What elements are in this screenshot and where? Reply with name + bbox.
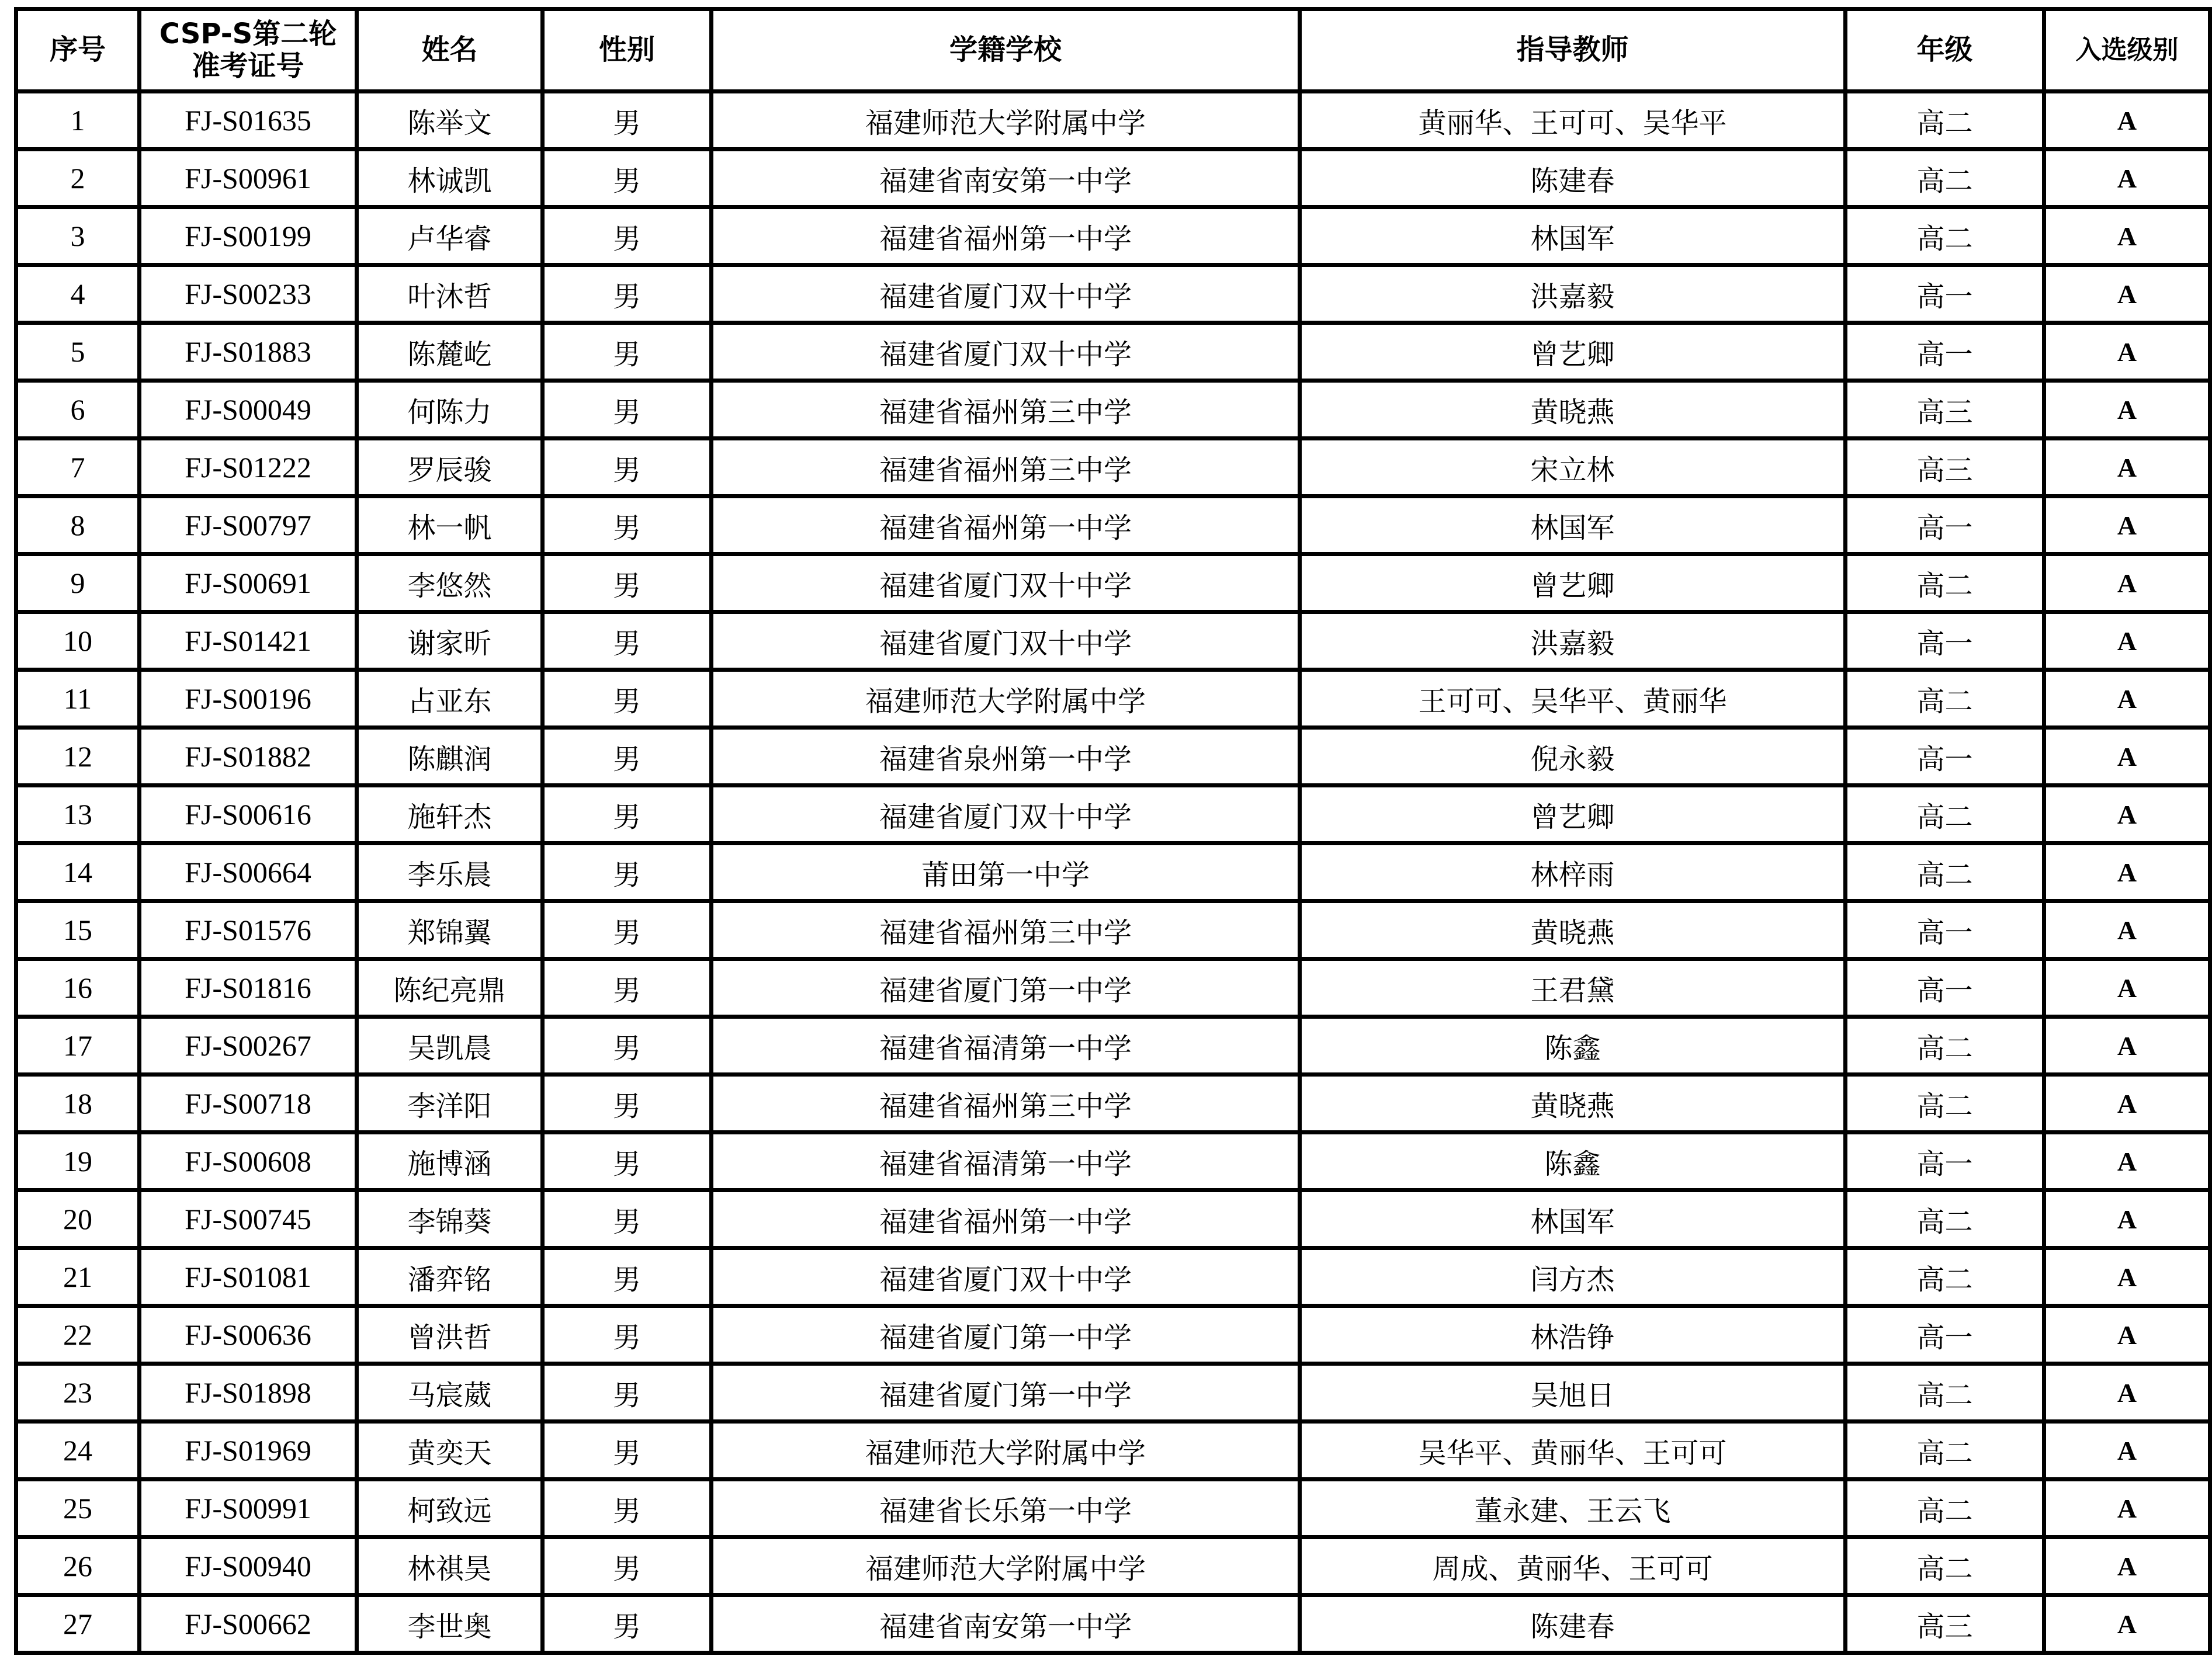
cell-name: 郑锦翼 (357, 901, 543, 959)
cell-index: 4 (16, 265, 140, 323)
table-row (16, 728, 2210, 786)
cell-exam-id: FJ-S00199 (140, 207, 357, 265)
cell-gender: 男 (543, 1537, 712, 1595)
cell-school: 福建省福州第一中学 (712, 497, 1300, 554)
cell-exam-id: FJ-S00940 (140, 1537, 357, 1595)
cell-level: A (2044, 265, 2210, 323)
cell-school: 莆田第一中学 (712, 843, 1300, 901)
cell-exam-id: FJ-S01898 (140, 1364, 357, 1422)
cell-grade: 高一 (1846, 265, 2044, 323)
cell-grade: 高三 (1846, 381, 2044, 439)
table-row (16, 1133, 2210, 1190)
cell-teacher: 林国军 (1300, 497, 1846, 554)
cell-exam-id: FJ-S01882 (140, 728, 357, 786)
table-row (16, 439, 2210, 497)
cell-level: A (2044, 1537, 2210, 1595)
cell-school: 福建省厦门双十中学 (712, 265, 1300, 323)
cell-teacher: 黄丽华、王可可、吴华平 (1300, 92, 1846, 150)
cell-index: 6 (16, 381, 140, 439)
cell-name: 叶沐哲 (357, 265, 543, 323)
cell-name: 陈纪亮鼎 (357, 959, 543, 1017)
cell-exam-id: FJ-S00991 (140, 1480, 357, 1537)
cell-name: 林一帆 (357, 497, 543, 554)
cell-exam-id: FJ-S00691 (140, 554, 357, 612)
cell-level: A (2044, 728, 2210, 786)
cell-level: A (2044, 670, 2210, 728)
cell-teacher: 倪永毅 (1300, 728, 1846, 786)
cell-teacher: 陈鑫 (1300, 1133, 1846, 1190)
cell-exam-id: FJ-S00196 (140, 670, 357, 728)
cell-gender: 男 (543, 1595, 712, 1653)
cell-gender: 男 (543, 439, 712, 497)
cell-exam-id: FJ-S00616 (140, 786, 357, 843)
cell-index: 19 (16, 1133, 140, 1190)
header-level: 入选级别 (2044, 9, 2210, 92)
cell-school: 福建省厦门第一中学 (712, 1306, 1300, 1364)
cell-gender: 男 (543, 1017, 712, 1075)
header-gender: 性别 (543, 9, 712, 92)
cell-index: 24 (16, 1422, 140, 1480)
table-row (16, 150, 2210, 207)
cell-school: 福建师范大学附属中学 (712, 1537, 1300, 1595)
cell-index: 10 (16, 612, 140, 670)
cell-index: 15 (16, 901, 140, 959)
cell-school: 福建省福州第三中学 (712, 381, 1300, 439)
cell-level: A (2044, 439, 2210, 497)
cell-level: A (2044, 1306, 2210, 1364)
cell-grade: 高一 (1846, 612, 2044, 670)
cell-grade: 高二 (1846, 150, 2044, 207)
cell-teacher: 黄晓燕 (1300, 381, 1846, 439)
cell-level: A (2044, 92, 2210, 150)
cell-teacher: 吴旭日 (1300, 1364, 1846, 1422)
cell-index: 1 (16, 92, 140, 150)
cell-teacher: 黄晓燕 (1300, 901, 1846, 959)
table-row (16, 1364, 2210, 1422)
cell-gender: 男 (543, 1364, 712, 1422)
cell-level: A (2044, 381, 2210, 439)
cell-school: 福建省南安第一中学 (712, 1595, 1300, 1653)
cell-teacher: 周成、黄丽华、王可可 (1300, 1537, 1846, 1595)
cell-level: A (2044, 1075, 2210, 1133)
cell-index: 5 (16, 323, 140, 381)
header-index: 序号 (16, 9, 140, 92)
cell-gender: 男 (543, 1190, 712, 1248)
table-row (16, 901, 2210, 959)
cell-name: 李洋阳 (357, 1075, 543, 1133)
cell-school: 福建省长乐第一中学 (712, 1480, 1300, 1537)
cell-name: 曾洪哲 (357, 1306, 543, 1364)
cell-name: 林诚凯 (357, 150, 543, 207)
header-school: 学籍学校 (712, 9, 1300, 92)
cell-teacher: 王可可、吴华平、黄丽华 (1300, 670, 1846, 728)
cell-teacher: 吴华平、黄丽华、王可可 (1300, 1422, 1846, 1480)
cell-index: 13 (16, 786, 140, 843)
table-row (16, 843, 2210, 901)
cell-teacher: 林国军 (1300, 1190, 1846, 1248)
cell-teacher: 陈建春 (1300, 150, 1846, 207)
table-row (16, 554, 2210, 612)
cell-grade: 高二 (1846, 786, 2044, 843)
cell-teacher: 林国军 (1300, 207, 1846, 265)
table-row (16, 1017, 2210, 1075)
cell-teacher: 陈建春 (1300, 1595, 1846, 1653)
cell-school: 福建省厦门双十中学 (712, 1248, 1300, 1306)
cell-grade: 高一 (1846, 728, 2044, 786)
cell-teacher: 林浩铮 (1300, 1306, 1846, 1364)
table-row (16, 670, 2210, 728)
cell-gender: 男 (543, 1248, 712, 1306)
cell-grade: 高一 (1846, 901, 2044, 959)
header-name: 姓名 (357, 9, 543, 92)
cell-school: 福建省厦门第一中学 (712, 1364, 1300, 1422)
cell-grade: 高二 (1846, 1480, 2044, 1537)
table-row (16, 1595, 2210, 1653)
cell-name: 吴凯晨 (357, 1017, 543, 1075)
cell-grade: 高二 (1846, 92, 2044, 150)
cell-teacher: 曾艺卿 (1300, 323, 1846, 381)
cell-level: A (2044, 786, 2210, 843)
cell-gender: 男 (543, 497, 712, 554)
header-exam-id (140, 9, 357, 92)
cell-name: 李锦葵 (357, 1190, 543, 1248)
cell-grade: 高二 (1846, 1017, 2044, 1075)
cell-gender: 男 (543, 959, 712, 1017)
table-row (16, 959, 2210, 1017)
table-row (16, 1190, 2210, 1248)
cell-level: A (2044, 1248, 2210, 1306)
cell-exam-id: FJ-S01421 (140, 612, 357, 670)
table-row (16, 381, 2210, 439)
cell-name: 罗辰骏 (357, 439, 543, 497)
cell-name: 李世奥 (357, 1595, 543, 1653)
cell-name: 陈麒润 (357, 728, 543, 786)
cell-name: 陈举文 (357, 92, 543, 150)
cell-grade: 高二 (1846, 843, 2044, 901)
header-exam-id-line2: 准考证号 (192, 50, 304, 82)
cell-index: 26 (16, 1537, 140, 1595)
cell-name: 施博涵 (357, 1133, 543, 1190)
cell-name: 谢家昕 (357, 612, 543, 670)
cell-gender: 男 (543, 323, 712, 381)
cell-school: 福建省福州第三中学 (712, 439, 1300, 497)
cell-exam-id: FJ-S01081 (140, 1248, 357, 1306)
cell-grade: 高二 (1846, 1075, 2044, 1133)
cell-grade: 高二 (1846, 1190, 2044, 1248)
cell-exam-id: FJ-S00718 (140, 1075, 357, 1133)
cell-gender: 男 (543, 901, 712, 959)
table-row (16, 92, 2210, 150)
header-row (16, 9, 2210, 92)
cell-name: 黄奕天 (357, 1422, 543, 1480)
cell-level: A (2044, 1190, 2210, 1248)
table-row (16, 1306, 2210, 1364)
cell-gender: 男 (543, 1133, 712, 1190)
cell-exam-id: FJ-S00049 (140, 381, 357, 439)
cell-index: 12 (16, 728, 140, 786)
cell-school: 福建省福州第一中学 (712, 1190, 1300, 1248)
cell-index: 8 (16, 497, 140, 554)
cell-exam-id: FJ-S01635 (140, 92, 357, 150)
cell-level: A (2044, 1422, 2210, 1480)
cell-school: 福建省厦门双十中学 (712, 554, 1300, 612)
cell-grade: 高二 (1846, 207, 2044, 265)
cell-index: 20 (16, 1190, 140, 1248)
cell-name: 施轩杰 (357, 786, 543, 843)
cell-name: 马宸葳 (357, 1364, 543, 1422)
cell-school: 福建省福清第一中学 (712, 1017, 1300, 1075)
cell-index: 14 (16, 843, 140, 901)
cell-teacher: 宋立林 (1300, 439, 1846, 497)
cell-teacher: 黄晓燕 (1300, 1075, 1846, 1133)
cell-gender: 男 (543, 1306, 712, 1364)
cell-exam-id: FJ-S00636 (140, 1306, 357, 1364)
cell-gender: 男 (543, 786, 712, 843)
table-row (16, 1422, 2210, 1480)
cell-gender: 男 (543, 1075, 712, 1133)
cell-exam-id: FJ-S00233 (140, 265, 357, 323)
table-row (16, 207, 2210, 265)
cell-name: 柯致远 (357, 1480, 543, 1537)
cell-level: A (2044, 612, 2210, 670)
cell-school: 福建省泉州第一中学 (712, 728, 1300, 786)
cell-gender: 男 (543, 843, 712, 901)
cell-grade: 高二 (1846, 670, 2044, 728)
cell-level: A (2044, 1595, 2210, 1653)
cell-school: 福建省厦门双十中学 (712, 786, 1300, 843)
cell-grade: 高一 (1846, 323, 2044, 381)
cell-gender: 男 (543, 670, 712, 728)
cell-index: 25 (16, 1480, 140, 1537)
table-body (16, 92, 2210, 1653)
cell-index: 22 (16, 1306, 140, 1364)
cell-index: 21 (16, 1248, 140, 1306)
cell-level: A (2044, 497, 2210, 554)
selection-table (14, 7, 2212, 1655)
cell-gender: 男 (543, 554, 712, 612)
cell-gender: 男 (543, 612, 712, 670)
cell-teacher: 林梓雨 (1300, 843, 1846, 901)
cell-level: A (2044, 323, 2210, 381)
cell-grade: 高一 (1846, 497, 2044, 554)
cell-school: 福建师范大学附属中学 (712, 92, 1300, 150)
cell-level: A (2044, 207, 2210, 265)
cell-index: 23 (16, 1364, 140, 1422)
cell-name: 潘弈铭 (357, 1248, 543, 1306)
header-teacher: 指导教师 (1300, 9, 1846, 92)
cell-exam-id: FJ-S00797 (140, 497, 357, 554)
cell-level: A (2044, 1017, 2210, 1075)
cell-exam-id: FJ-S01816 (140, 959, 357, 1017)
cell-school: 福建省福州第三中学 (712, 901, 1300, 959)
cell-school: 福建省福清第一中学 (712, 1133, 1300, 1190)
table-row (16, 1075, 2210, 1133)
cell-teacher: 董永建、王云飞 (1300, 1480, 1846, 1537)
cell-index: 11 (16, 670, 140, 728)
cell-name: 林祺昊 (357, 1537, 543, 1595)
header-grade: 年级 (1846, 9, 2044, 92)
cell-index: 27 (16, 1595, 140, 1653)
cell-name: 李悠然 (357, 554, 543, 612)
cell-grade: 高二 (1846, 1537, 2044, 1595)
cell-index: 2 (16, 150, 140, 207)
cell-grade: 高一 (1846, 959, 2044, 1017)
cell-index: 17 (16, 1017, 140, 1075)
cell-level: A (2044, 150, 2210, 207)
cell-grade: 高一 (1846, 1133, 2044, 1190)
table-row (16, 612, 2210, 670)
cell-grade: 高二 (1846, 1422, 2044, 1480)
header-exam-id-line1: CSP-S第二轮 (159, 17, 337, 50)
cell-teacher: 洪嘉毅 (1300, 612, 1846, 670)
table-row (16, 1480, 2210, 1537)
cell-gender: 男 (543, 728, 712, 786)
cell-gender: 男 (543, 207, 712, 265)
cell-index: 7 (16, 439, 140, 497)
cell-exam-id: FJ-S00664 (140, 843, 357, 901)
cell-level: A (2044, 1364, 2210, 1422)
cell-teacher: 洪嘉毅 (1300, 265, 1846, 323)
cell-exam-id: FJ-S01576 (140, 901, 357, 959)
cell-name: 卢华睿 (357, 207, 543, 265)
table-row (16, 1537, 2210, 1595)
cell-grade: 高二 (1846, 1248, 2044, 1306)
cell-exam-id: FJ-S00961 (140, 150, 357, 207)
cell-gender: 男 (543, 265, 712, 323)
cell-school: 福建省福州第三中学 (712, 1075, 1300, 1133)
cell-school: 福建省厦门第一中学 (712, 959, 1300, 1017)
cell-level: A (2044, 1480, 2210, 1537)
cell-index: 9 (16, 554, 140, 612)
cell-exam-id: FJ-S00608 (140, 1133, 357, 1190)
cell-teacher: 陈鑫 (1300, 1017, 1846, 1075)
cell-grade: 高二 (1846, 554, 2044, 612)
table-row (16, 786, 2210, 843)
cell-grade: 高三 (1846, 439, 2044, 497)
cell-name: 何陈力 (357, 381, 543, 439)
table-row (16, 265, 2210, 323)
cell-teacher: 曾艺卿 (1300, 786, 1846, 843)
cell-level: A (2044, 901, 2210, 959)
cell-gender: 男 (543, 1480, 712, 1537)
table-row (16, 1248, 2210, 1306)
cell-grade: 高一 (1846, 1306, 2044, 1364)
cell-name: 李乐晨 (357, 843, 543, 901)
cell-school: 福建师范大学附属中学 (712, 670, 1300, 728)
cell-level: A (2044, 1133, 2210, 1190)
cell-teacher: 闫方杰 (1300, 1248, 1846, 1306)
cell-index: 18 (16, 1075, 140, 1133)
cell-exam-id: FJ-S00745 (140, 1190, 357, 1248)
cell-school: 福建师范大学附属中学 (712, 1422, 1300, 1480)
cell-name: 陈麓屹 (357, 323, 543, 381)
cell-gender: 男 (543, 381, 712, 439)
cell-school: 福建省南安第一中学 (712, 150, 1300, 207)
cell-index: 16 (16, 959, 140, 1017)
cell-teacher: 曾艺卿 (1300, 554, 1846, 612)
cell-grade: 高三 (1846, 1595, 2044, 1653)
cell-gender: 男 (543, 150, 712, 207)
cell-exam-id: FJ-S01883 (140, 323, 357, 381)
cell-exam-id: FJ-S00267 (140, 1017, 357, 1075)
cell-exam-id: FJ-S01222 (140, 439, 357, 497)
cell-exam-id: FJ-S01969 (140, 1422, 357, 1480)
cell-gender: 男 (543, 92, 712, 150)
table-row (16, 497, 2210, 554)
cell-teacher: 王君黛 (1300, 959, 1846, 1017)
cell-name: 占亚东 (357, 670, 543, 728)
cell-grade: 高二 (1846, 1364, 2044, 1422)
cell-school: 福建省福州第一中学 (712, 207, 1300, 265)
cell-school: 福建省厦门双十中学 (712, 323, 1300, 381)
cell-school: 福建省厦门双十中学 (712, 612, 1300, 670)
table-row (16, 323, 2210, 381)
cell-level: A (2044, 554, 2210, 612)
cell-level: A (2044, 843, 2210, 901)
cell-gender: 男 (543, 1422, 712, 1480)
cell-index: 3 (16, 207, 140, 265)
cell-level: A (2044, 959, 2210, 1017)
cell-exam-id: FJ-S00662 (140, 1595, 357, 1653)
